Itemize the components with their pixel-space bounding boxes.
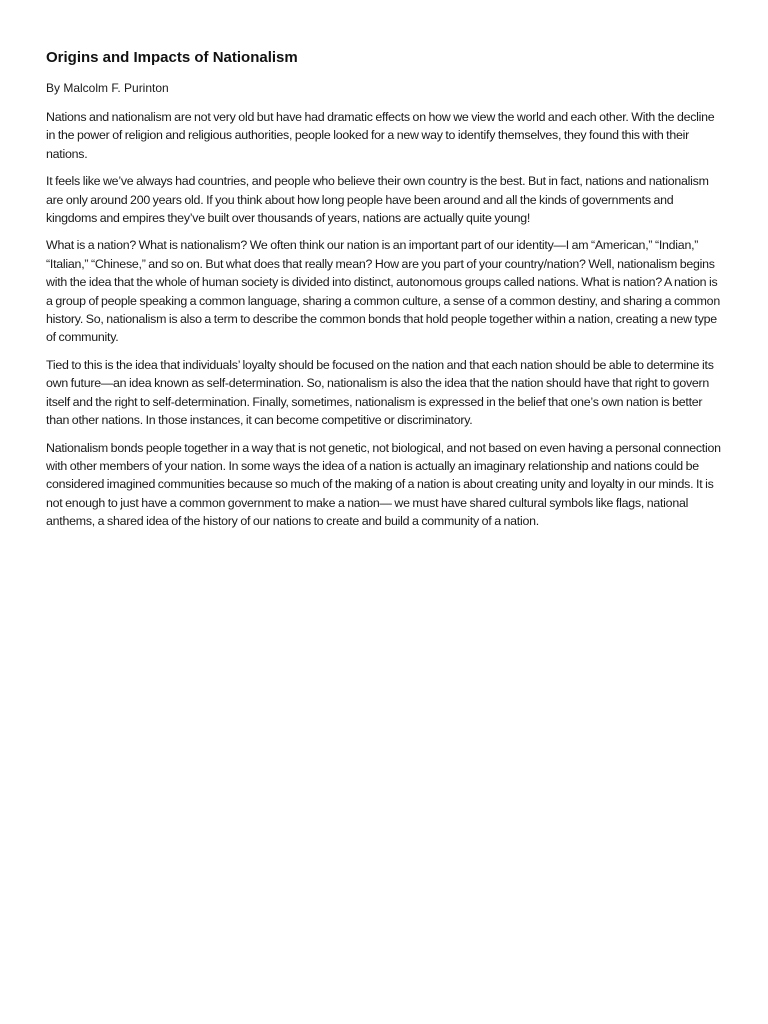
paragraph-3: What is a nation? What is nationalism? We often think our nation is an important part of our identity—I am “American,” “Indian,” “Italian,” “Chinese,” and so on. But what does that really mean? How are you part of your country/nation? Well, nationalism begins with the idea that the whole of human society is divided into distinct, autonomous groups called nations. What is nation? A nation is a group of people speaking a common language, sharing a common culture, a sense of a common destiny, and sharing a common history. So, nationalism is also a term to describe the common bonds that hold people together within a nation, creating a new type of community. [46, 238, 720, 345]
document-page [46, 48, 726, 540]
paragraph-1: Nations and nationalism are not very old but have had dramatic effects on how we view the world and each other. With the decline in the power of religion and religious authorities, people looked for a new way to identify themselves, they found this with their nations. [46, 110, 715, 161]
document-title: Origins and Impacts of Nationalism [46, 49, 298, 66]
paragraph-2: It feels like we’ve always had countries, and people who believe their own country is the best. But in fact, nations and nationalism are only around 200 years old. If you think about how long people have been around and all the kinds of governments and kingdoms and empires they’ve built over thousands of years, nations are actually quite young! [46, 174, 709, 226]
paragraph-4: Tied to this is the idea that individuals’ loyalty should be focused on the nation and that each nation should be able to determine its own future—an idea known as self-determination. So, nationalism is also the idea that the nation should have that right to govern itself and the right to self-determination. Finally, sometimes, nationalism is expressed in the belief that one’s own nation is better than other nations. In those instances, it can become competitive or discriminatory. [46, 357, 714, 428]
author-byline: By Malcolm F. Purinton [46, 81, 169, 95]
paragraph-5: Nationalism bonds people together in a way that is not genetic, not biological, and not based on even having a personal connection with other members of your nation. In some ways the idea of a nation is actually an imaginary relationship and nations could be considered imagined communities because so much of the making of a nation is about creating unity and loyalty in our minds. It is not enough to just have a common government to make a nation— we must have shared cultural symbols like flags, national anthems, a shared idea of the history of our nations to create and build a community of a nation. [46, 440, 721, 529]
